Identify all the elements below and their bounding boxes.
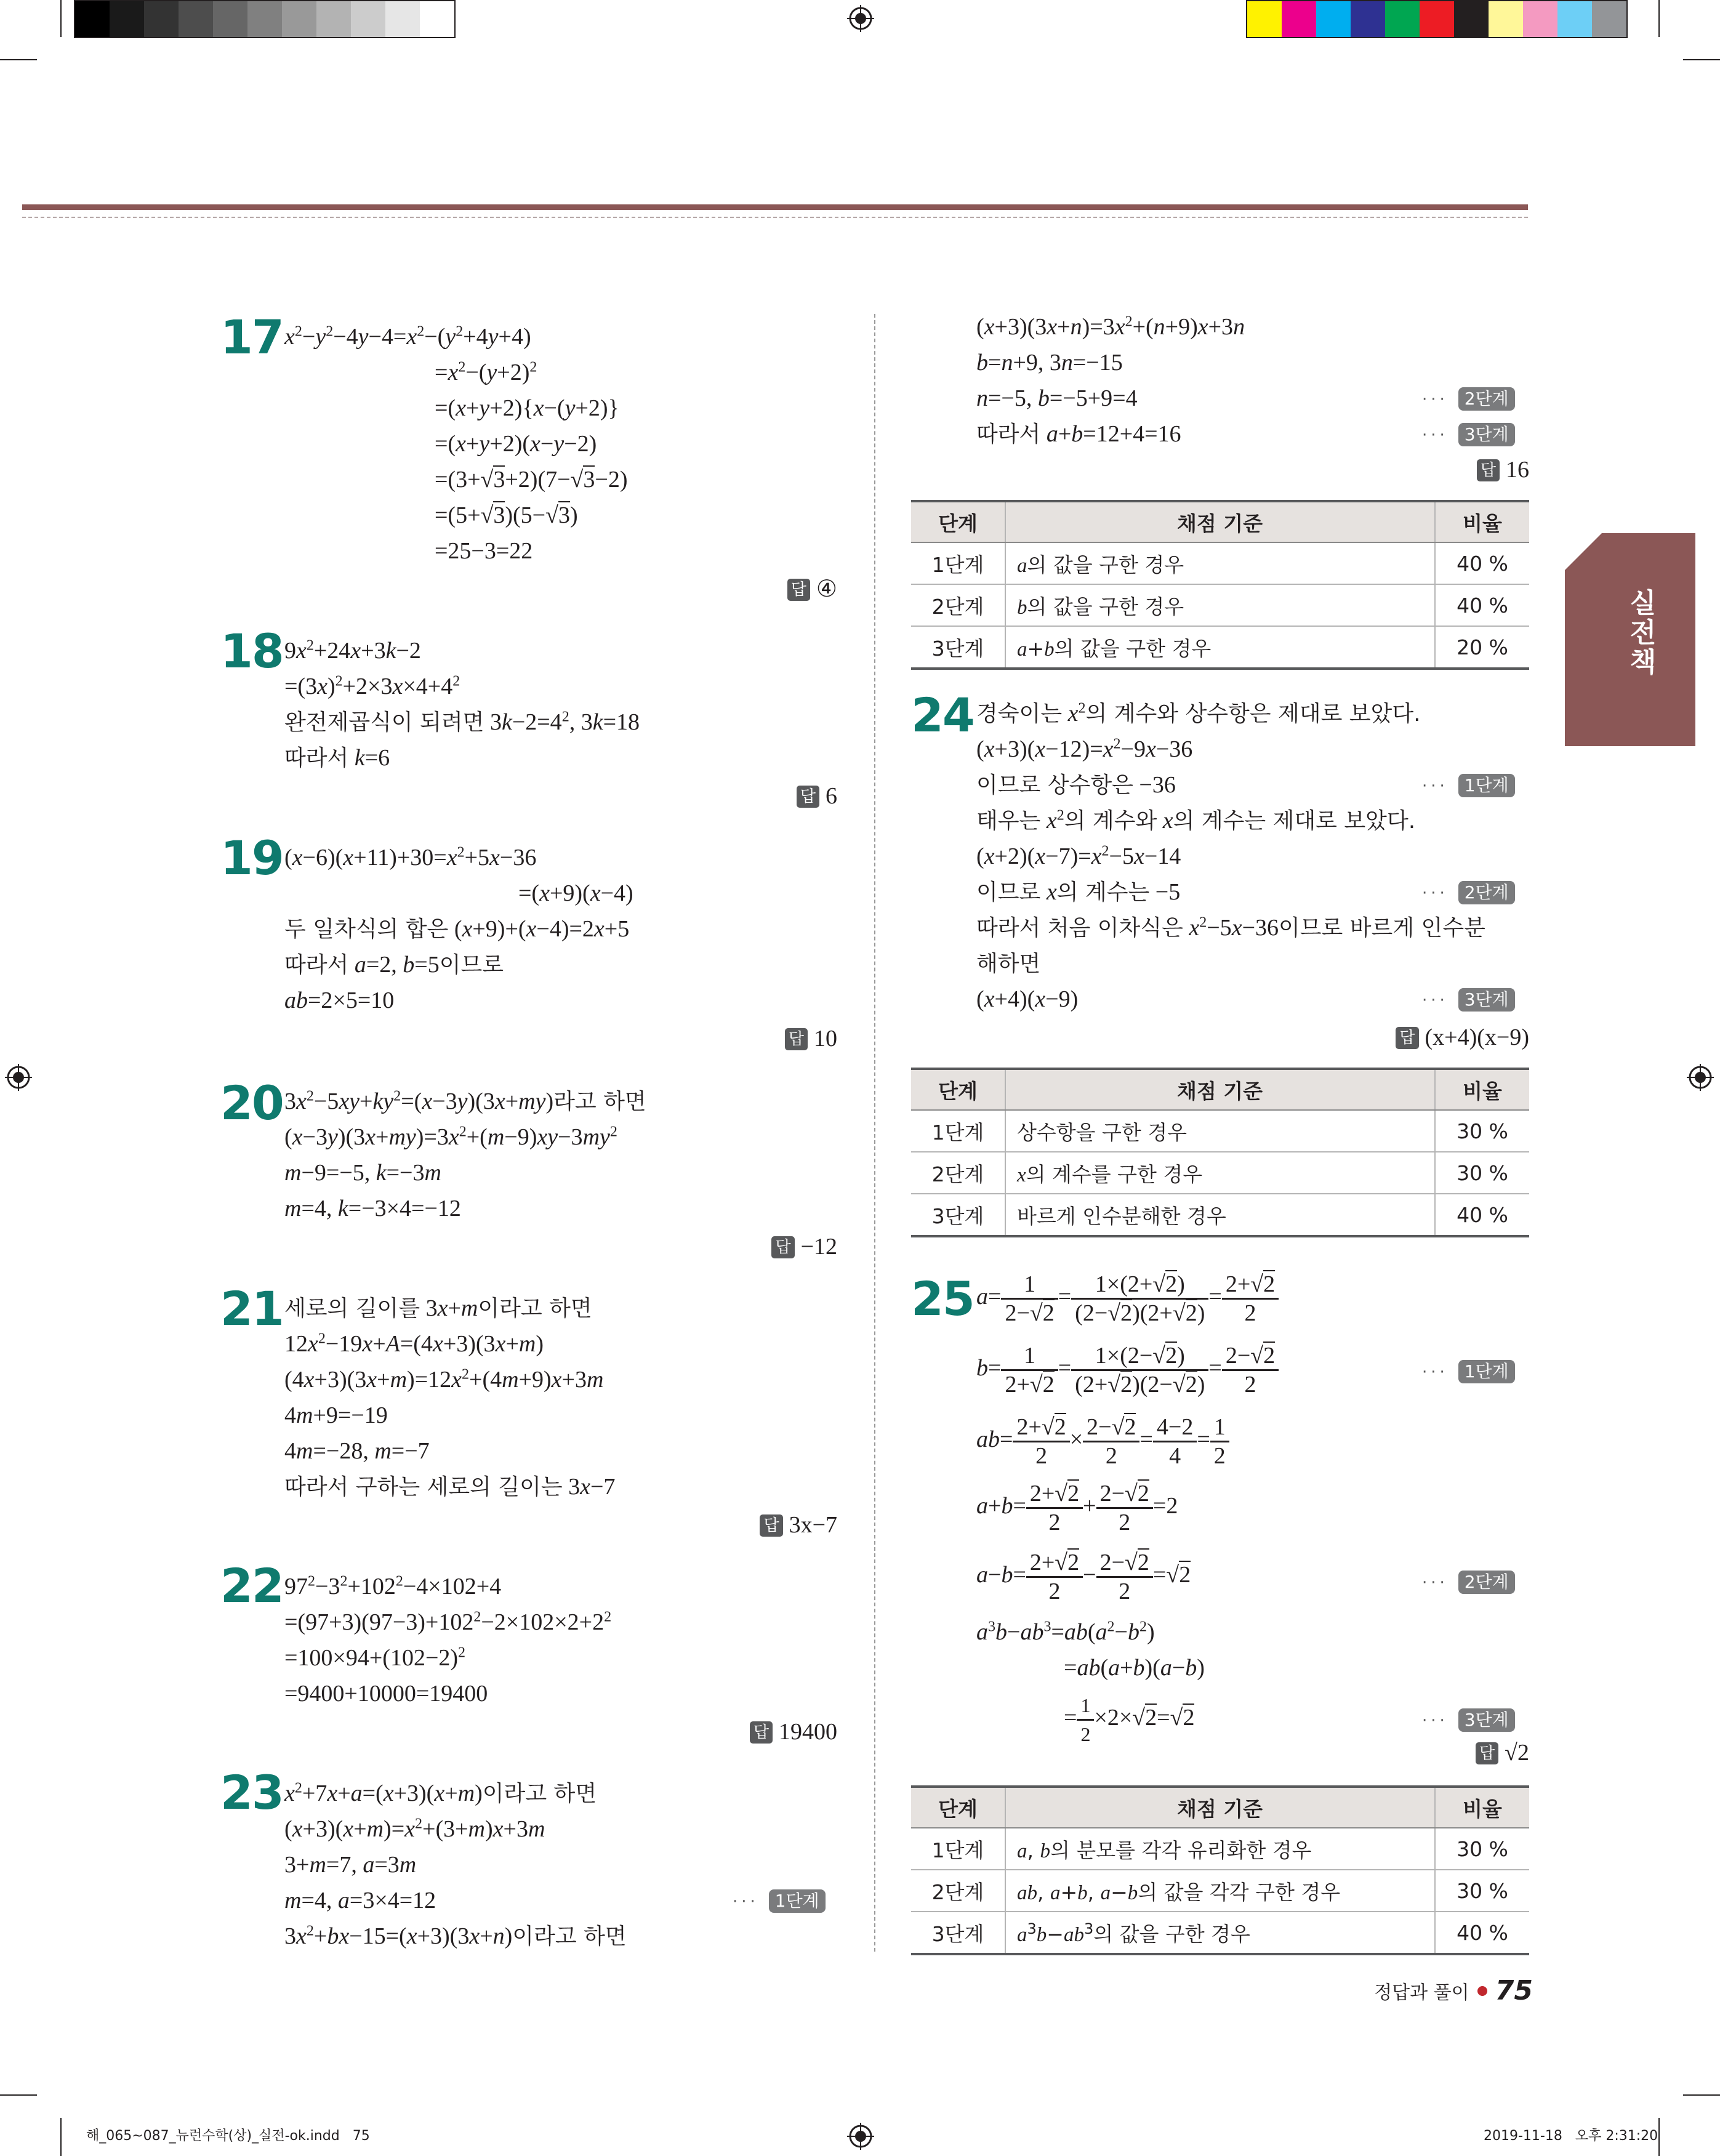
- math-line: m=4, a=3×4=12: [284, 1888, 436, 1913]
- math-line: ab= $\frac{2+√2}{2}$ × $\frac{2-√2}{2}$ = $\frac{4-2}{4}$ = $\frac{1}{2}$: [976, 1414, 1229, 1470]
- color-swatch: [1592, 1, 1626, 37]
- footer-label: 정답과 풀이: [1374, 1982, 1469, 2004]
- step-marker: ··· 3단계: [1422, 422, 1515, 448]
- color-swatch: [1489, 1, 1523, 37]
- crop-line: [1683, 2094, 1720, 2096]
- side-tab-label: 실전책: [1625, 589, 1656, 677]
- color-swatch: [1351, 1, 1385, 37]
- color-swatch: [1420, 1, 1454, 37]
- answer: 답 −12: [689, 1231, 837, 1262]
- math-line: $(4x+3)(3x+m)=12x^2+(4m+9)x+3m$: [284, 1366, 604, 1393]
- crop-line: [1683, 59, 1720, 60]
- math-line: =(x+y+2){x−(y+2)}: [435, 395, 619, 421]
- math-line: $(x+3)(x+m)=x^2+(3+m)x+3m$: [284, 1816, 545, 1842]
- gray-swatch: [282, 1, 316, 37]
- gray-swatch-bar: [74, 0, 456, 38]
- math-line: =25−3=22: [435, 538, 533, 564]
- math-line: 해하면: [976, 951, 1041, 976]
- crop-line: [1658, 0, 1660, 37]
- math-line: $12x^2-19x+A=(4x+3)(3x+m)$: [284, 1330, 544, 1357]
- math-line: a= $\frac{1}{2-√2}$ = $\frac{1\times(2+√2)}{(2-√2)(2+√2)}$ = $\frac{2+√2}{2}$: [976, 1271, 1279, 1327]
- math-line: $=(3x)^2+2\times 3x\times 4+4^2$: [284, 673, 460, 699]
- math-line: 따라서 구하는 세로의 길이는 3x−7: [284, 1474, 616, 1500]
- answer: 답 19400: [677, 1716, 837, 1747]
- answer-label: 답: [797, 786, 819, 808]
- math-line: 이므로 x의 계수는 −5: [976, 879, 1181, 905]
- math-line: $=x^2-(y+2)^2$: [435, 359, 537, 385]
- math-line: m=4, k=−3×4=−12: [284, 1196, 461, 1221]
- color-swatch: [1247, 1, 1282, 37]
- problem-number: 20: [220, 1076, 283, 1130]
- math-line: 경숙이는 $x^2$의 계수와 상수항은 제대로 보았다.: [976, 700, 1421, 726]
- math-line: $(x+3)(x-12)=x^2-9x-36$: [976, 736, 1193, 762]
- page-footer: [1354, 1975, 1533, 2006]
- answer-label: 답: [1477, 459, 1500, 481]
- answer-label: 답: [750, 1721, 773, 1744]
- math-line: $9x^2+24x+3k-2$: [284, 637, 421, 664]
- step-marker: ··· 1단계: [1422, 1359, 1515, 1385]
- math-line: (x+4)(x−9): [976, 986, 1079, 1012]
- gray-swatch: [213, 1, 247, 37]
- color-swatch: [1523, 1, 1557, 37]
- math-line: b=n+9, 3n=−15: [976, 350, 1123, 376]
- answer: 답 16: [1404, 454, 1529, 485]
- color-swatch: [1557, 1, 1592, 37]
- math-line: $x^2+7x+a=(x+3)(x+m)$이라고 하면: [284, 1780, 597, 1806]
- math-line: =9400+10000=19400: [284, 1681, 488, 1707]
- math-line: 4m=−28, m=−7: [284, 1438, 430, 1464]
- answer: 답 3x−7: [677, 1510, 837, 1540]
- answer: 답 10: [714, 1023, 837, 1054]
- math-line: 태우는 $x^2$의 계수와 x의 계수는 제대로 보았다.: [976, 807, 1416, 834]
- crop-line: [0, 59, 37, 60]
- problem-number: 17: [220, 310, 283, 364]
- answer: 답 (x+4)(x−9): [1293, 1022, 1529, 1053]
- color-swatch: [1282, 1, 1316, 37]
- step-marker: ··· 3단계: [1422, 987, 1515, 1013]
- step-marker: ··· 2단계: [1422, 880, 1515, 906]
- gray-swatch: [351, 1, 385, 37]
- gray-swatch: [385, 1, 420, 37]
- answer: 답 ④: [739, 574, 837, 605]
- problem-number: 18: [220, 624, 283, 678]
- color-swatch: [1454, 1, 1489, 37]
- problem-number: 23: [220, 1765, 283, 1820]
- math-line: $(x+2)(x-7)=x^2-5x-14$: [976, 843, 1181, 869]
- column-divider: [874, 314, 875, 1952]
- answer-label: 답: [1396, 1027, 1418, 1049]
- registration-mark-icon: [847, 5, 874, 32]
- math-line: $(x+3)(3x+n)=3x^2+(n+9)x+3n$: [976, 313, 1245, 340]
- color-swatch: [1385, 1, 1420, 37]
- crop-line: [60, 2118, 62, 2156]
- crop-line: [1658, 2118, 1660, 2156]
- math-line: a+b= $\frac{2+√2}{2}$ + $\frac{2-√2}{2}$ =2: [976, 1481, 1178, 1535]
- math-line: $(x-3y)(3x+my)=3x^2+(m-9)xy-3my^2$: [284, 1124, 617, 1150]
- registration-mark-icon: [5, 1064, 32, 1091]
- step-marker: ··· 2단계: [1422, 1570, 1515, 1595]
- header-rule: [22, 204, 1528, 210]
- math-line: = $\frac{1}{2}$ ×2×√2=√2: [1064, 1692, 1194, 1748]
- gray-swatch: [75, 1, 110, 37]
- math-line: =(x+y+2)(x−y−2): [435, 431, 597, 457]
- footer-dot: [1477, 1986, 1487, 1996]
- gray-swatch: [144, 1, 179, 37]
- math-line: =(3+√3+2)(7−√3−2): [435, 467, 628, 493]
- math-line: b= $\frac{1}{2+√2}$ = $\frac{1\times(2-√2)}{(2+√2)(2-√2)}$ = $\frac{2-√2}{2}$: [976, 1342, 1279, 1398]
- side-tab: [1565, 533, 1695, 746]
- print-timestamp: 2019-11-18 오후 2:31:20: [1484, 2128, 1658, 2144]
- registration-mark-icon: [847, 2123, 874, 2150]
- math-line: =(x+9)(x−4): [518, 880, 633, 906]
- math-line: $x^2-y^2-4y-4=x^2-(y^2+4y+4)$: [284, 323, 531, 350]
- problem-number: 19: [220, 831, 283, 885]
- math-line: $3x^2-5xy+ky^2=(x-3y)(3x+my)$라고 하면: [284, 1088, 646, 1114]
- registration-mark-icon: [1687, 1064, 1714, 1091]
- math-line: n=−5, b=−5+9=4: [976, 385, 1138, 411]
- math-line: $3x^2+bx-15=(x+3)(3x+n)$이라고 하면: [284, 1923, 627, 1949]
- math-line: 따라서 a+b=12+4=16: [976, 421, 1181, 447]
- grading-table-25: 단계 채점 기준 비율 1단계 a, b의 분모를 각각 유리화한 경우 30 % 2단계 ab, a+b, a−b의 값을 각각 구한 경우 30 % 3단계 $a^3b-ab^3$의 값을 구한 경우 40 %: [911, 1785, 1529, 1955]
- math-line: 이므로 상수항은 −36: [976, 772, 1176, 798]
- grading-table-24: 단계 채점 기준 비율 1단계 상수항을 구한 경우 30 % 2단계 x의 계수를 구한 경우 30 % 3단계 바르게 인수분해한 경우 40 %: [911, 1068, 1529, 1237]
- math-line: 4m+9=−19: [284, 1402, 388, 1428]
- gray-swatch: [179, 1, 213, 37]
- step-marker: ··· 2단계: [1422, 387, 1515, 412]
- answer: 답 6: [739, 781, 837, 811]
- math-line: $a^3b-ab^3=ab(a^2-b^2)$: [976, 1619, 1155, 1645]
- answer-label: 답: [760, 1514, 782, 1537]
- problem-number: 25: [911, 1271, 974, 1326]
- step-marker: ··· 3단계: [1422, 1708, 1515, 1733]
- gray-swatch: [316, 1, 351, 37]
- math-line: m−9=−5, k=−3m: [284, 1160, 441, 1186]
- color-swatch-bar: [1246, 0, 1628, 38]
- gray-swatch: [420, 1, 454, 37]
- math-line: 완전제곱식이 되려면 $3k-2=4^2$, 3k=18: [284, 709, 640, 735]
- step-marker: ··· 1단계: [1422, 773, 1515, 798]
- math-line: 따라서 k=6: [284, 745, 390, 771]
- math-line: 세로의 길이를 3x+m이라고 하면: [284, 1295, 592, 1321]
- math-line: $97^2-3^2+102^2-4\times 102+4$: [284, 1573, 502, 1599]
- problem-number: 22: [220, 1558, 283, 1613]
- math-line: =ab(a+b)(a−b): [1064, 1655, 1205, 1681]
- math-line: $(x-6)(x+11)+30=x^2+5x-36$: [284, 844, 537, 871]
- gray-swatch: [247, 1, 282, 37]
- math-line: $=100\times 94+(102-2)^2$: [284, 1644, 466, 1671]
- page-number: 75: [1495, 1975, 1533, 2006]
- math-line: 따라서 처음 이차식은 $x^2-5x-36$이므로 바르게 인수분: [976, 914, 1485, 941]
- math-line: 따라서 a=2, b=5이므로: [284, 952, 504, 978]
- math-line: a−b= $\frac{2+√2}{2}$ − $\frac{2-√2}{2}$ =√2: [976, 1550, 1191, 1604]
- crop-line: [0, 2094, 37, 2096]
- answer-label: 답: [785, 1028, 808, 1050]
- answer-label: 답: [1476, 1742, 1498, 1764]
- answer-label: 답: [787, 579, 810, 601]
- math-line: ab=2×5=10: [284, 987, 395, 1013]
- math-line: $=(97+3)(97-3)+102^2-2\times 102\times 2+2^2$: [284, 1609, 612, 1635]
- grading-table-23: 단계 채점 기준 비율 1단계 a의 값을 구한 경우 40 % 2단계 b의 값을 구한 경우 40 % 3단계 a+b의 값을 구한 경우 20 %: [911, 500, 1529, 670]
- math-line: 3+m=7, a=3m: [284, 1852, 417, 1878]
- header-dashed-rule: [22, 217, 1528, 218]
- math-line: 두 일차식의 합은 (x+9)+(x−4)=2x+5: [284, 916, 630, 942]
- answer-label: 답: [771, 1236, 794, 1258]
- print-file-name: 해_065~087_뉴런수학(상)_실전-ok.indd 75: [86, 2128, 370, 2144]
- crop-line: [60, 0, 62, 37]
- math-line: =(5+√3)(5−√3): [435, 502, 578, 528]
- step-marker: ··· 1단계: [733, 1889, 826, 1914]
- problem-number: 21: [220, 1281, 283, 1336]
- gray-swatch: [110, 1, 144, 37]
- answer: 답 √2: [1404, 1737, 1529, 1768]
- color-swatch: [1316, 1, 1351, 37]
- problem-number: 24: [911, 688, 974, 742]
